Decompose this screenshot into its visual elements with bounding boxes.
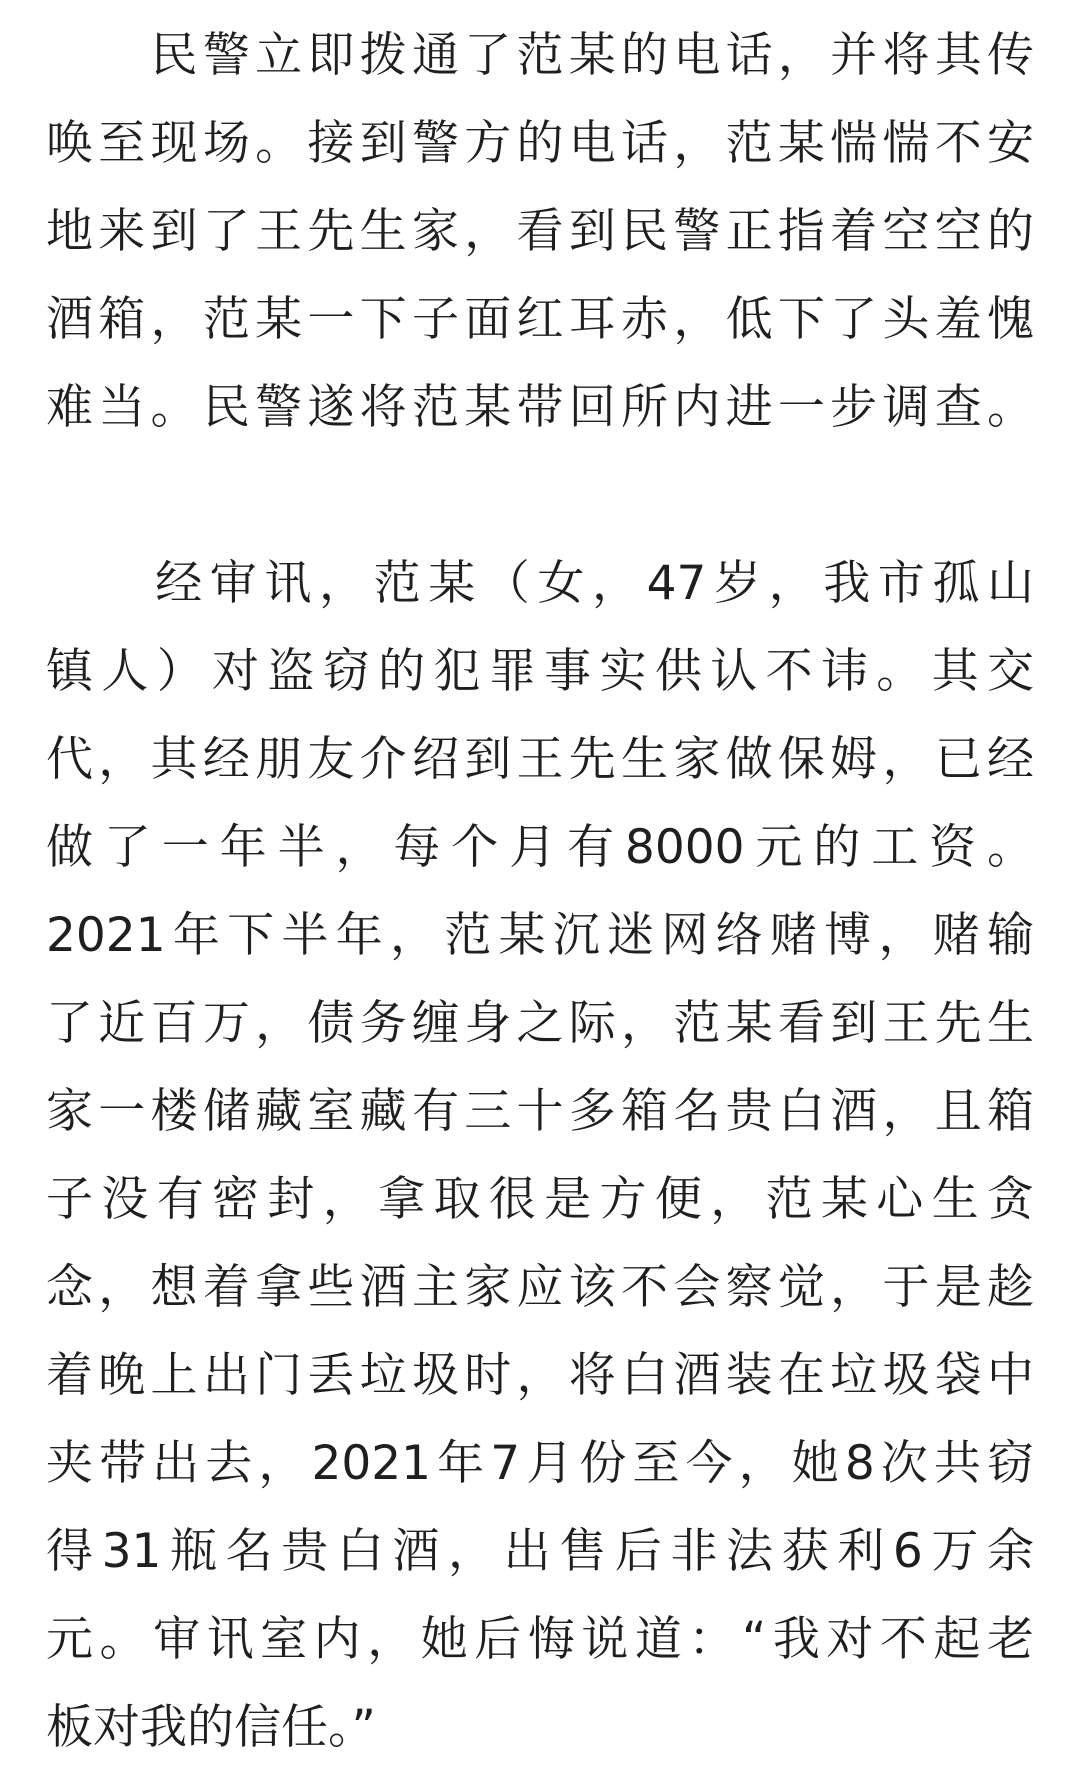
text-line: 酒箱，范某一下子面红耳赤，低下了头羞愧 [46, 292, 1034, 347]
text-line: 板对我的信任。” [46, 1700, 376, 1755]
text-line: 2021年下半年，范某沉迷网络赌博，赌输 [46, 908, 1034, 963]
text-line: 子没有密封，拿取很是方便，范某心生贪 [46, 1172, 1034, 1227]
text-line: 经审讯，范某（女，47岁，我市孤山 [46, 556, 1034, 611]
paragraph-interrogation [46, 540, 1034, 1772]
text-line: 民警立即拨通了范某的电话，并将其传 [46, 28, 1034, 83]
text-line: 夹带出去，2021年7月份至今，她8次共窃 [46, 1436, 1034, 1491]
text-line: 元。审讯室内，她后悔说道：“我对不起老 [46, 1612, 1034, 1667]
text-line: 镇人）对盗窃的犯罪事实供认不讳。其交 [46, 644, 1034, 699]
text-line: 着晚上出门丢垃圾时，将白酒装在垃圾袋中 [46, 1348, 1034, 1403]
text-line: 了近百万，债务缠身之际，范某看到王先生 [46, 996, 1034, 1051]
text-line: 念，想着拿些酒主家应该不会察觉，于是趁 [46, 1260, 1034, 1315]
text-line: 代，其经朋友介绍到王先生家做保姆，已经 [46, 732, 1034, 787]
text-line: 难当。民警遂将范某带回所内进一步调查。 [46, 380, 1034, 435]
text-line: 唤至现场。接到警方的电话，范某惴惴不安 [46, 116, 1034, 171]
text-line: 做了一年半，每个月有8000元的工资。 [46, 820, 1034, 875]
text-line: 地来到了王先生家，看到民警正指着空空的 [46, 204, 1034, 259]
text-line: 家一楼储藏室藏有三十多箱名贵白酒，且箱 [46, 1084, 1034, 1139]
text-line: 得31瓶名贵白酒，出售后非法获利6万余 [46, 1524, 1034, 1579]
paragraph-police-call [46, 12, 1034, 452]
